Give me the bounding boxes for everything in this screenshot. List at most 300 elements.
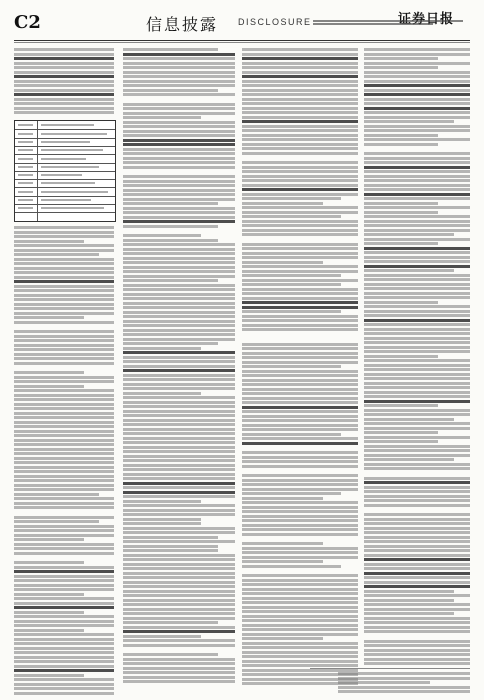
text-line	[242, 488, 358, 491]
text-line	[14, 570, 114, 573]
text-line	[14, 84, 114, 87]
table-cell-text	[41, 207, 104, 209]
text-line	[364, 138, 470, 141]
text-line	[364, 368, 470, 371]
text-line	[123, 234, 201, 237]
text-line	[364, 143, 438, 146]
text-line	[14, 98, 114, 101]
text-line	[123, 495, 235, 498]
text-line	[364, 449, 470, 452]
text-line	[123, 125, 235, 128]
text-line	[123, 243, 235, 246]
text-line	[14, 597, 114, 600]
text-line	[14, 303, 114, 306]
text-line	[14, 357, 114, 360]
table-cell-text	[41, 166, 99, 168]
text-line	[123, 184, 235, 187]
text-line	[123, 351, 235, 354]
text-line	[123, 89, 218, 92]
text-line	[242, 456, 358, 459]
text-line	[364, 184, 470, 187]
text-line	[123, 302, 235, 305]
text-line	[123, 594, 235, 597]
text-line	[242, 62, 358, 65]
text-line	[242, 655, 358, 658]
text-line	[364, 594, 470, 597]
text-line	[364, 256, 470, 259]
text-line	[123, 504, 235, 507]
text-line	[364, 630, 470, 633]
text-line	[364, 71, 470, 74]
text-line	[123, 266, 235, 269]
text-line	[242, 243, 358, 246]
text-line	[364, 157, 470, 160]
text-line	[123, 576, 235, 579]
table-cell-text	[41, 133, 107, 135]
table-row-line	[15, 179, 115, 180]
text-line	[123, 252, 235, 255]
disclosure-table	[14, 120, 116, 222]
text-line	[123, 468, 235, 471]
text-line	[14, 75, 114, 78]
text-line	[242, 170, 358, 173]
text-line	[14, 285, 114, 288]
text-line	[242, 80, 358, 83]
text-line	[123, 257, 235, 260]
text-line	[123, 419, 235, 422]
text-line	[242, 134, 358, 137]
text-line	[364, 193, 470, 196]
text-line	[364, 188, 470, 191]
text-line	[14, 430, 114, 433]
text-line	[14, 416, 114, 419]
text-line	[242, 565, 341, 568]
text-line	[364, 558, 470, 561]
text-line	[242, 247, 358, 250]
text-line	[14, 488, 114, 491]
text-line	[364, 513, 470, 516]
text-line	[123, 378, 235, 381]
text-line	[242, 574, 358, 577]
text-line	[242, 460, 358, 463]
text-line	[242, 606, 358, 609]
text-line	[123, 581, 235, 584]
text-line	[242, 519, 358, 522]
text-line	[14, 316, 84, 319]
text-line	[364, 197, 470, 200]
text-line	[242, 306, 358, 309]
text-line	[242, 143, 358, 146]
text-line	[364, 445, 470, 448]
text-line	[242, 220, 358, 223]
text-line	[364, 536, 470, 539]
text-line	[123, 220, 235, 223]
text-line	[364, 644, 470, 647]
text-line	[364, 355, 438, 358]
text-line	[14, 111, 114, 114]
text-line	[242, 107, 358, 110]
text-line	[123, 202, 218, 205]
text-line	[242, 392, 358, 395]
table-cell-text	[18, 124, 33, 126]
footer-rule	[310, 668, 470, 669]
text-line	[14, 633, 114, 636]
text-line	[14, 362, 114, 365]
text-line	[364, 576, 470, 579]
text-line	[123, 482, 235, 485]
text-line	[364, 57, 438, 60]
text-line	[364, 549, 470, 552]
text-line	[242, 328, 358, 331]
text-line	[242, 588, 358, 591]
text-line	[364, 251, 470, 254]
text-line	[14, 506, 114, 509]
text-line	[364, 84, 470, 87]
text-line	[14, 398, 114, 401]
text-line	[123, 477, 235, 480]
text-line	[364, 215, 470, 218]
text-line	[242, 615, 358, 618]
text-line	[242, 265, 358, 268]
text-line	[14, 615, 114, 618]
text-column-4	[364, 48, 470, 667]
text-line	[14, 289, 114, 292]
text-line	[242, 53, 358, 56]
text-line	[14, 651, 114, 654]
text-line	[242, 433, 341, 436]
text-line	[14, 403, 114, 406]
table-cell-text	[41, 158, 86, 160]
text-line	[123, 432, 235, 435]
text-line	[242, 89, 358, 92]
text-line	[14, 606, 114, 609]
text-line	[14, 584, 114, 587]
text-line	[123, 193, 235, 196]
text-line	[123, 459, 235, 462]
text-line	[123, 540, 235, 543]
text-line	[123, 112, 235, 115]
text-line	[242, 193, 358, 196]
text-line	[14, 371, 84, 374]
text-line	[242, 547, 358, 550]
text-line	[14, 516, 114, 519]
text-line	[242, 465, 358, 468]
text-line	[14, 602, 114, 605]
text-line	[123, 509, 235, 512]
text-line	[364, 220, 470, 223]
text-line	[123, 455, 235, 458]
text-line	[364, 269, 454, 272]
text-line	[123, 437, 235, 440]
table-row-line	[15, 146, 115, 147]
text-line	[242, 374, 358, 377]
text-line	[123, 590, 235, 593]
text-line	[123, 414, 235, 417]
text-line	[123, 554, 235, 557]
text-line	[123, 148, 235, 151]
text-line	[242, 401, 358, 404]
text-line	[364, 418, 454, 421]
edition-meta-block	[313, 20, 463, 27]
header-rule	[14, 40, 470, 41]
text-line	[14, 457, 114, 460]
text-line	[364, 120, 454, 123]
text-line	[364, 531, 470, 534]
text-line	[123, 639, 235, 642]
text-line	[364, 48, 470, 51]
text-line	[14, 407, 114, 410]
table-row-line	[15, 212, 115, 213]
text-line	[364, 431, 438, 434]
text-line	[364, 233, 454, 236]
text-line	[242, 98, 358, 101]
text-line	[123, 392, 201, 395]
text-line	[123, 446, 235, 449]
text-line	[364, 319, 470, 322]
text-line	[364, 296, 470, 299]
text-line	[14, 452, 114, 455]
text-line	[242, 102, 358, 105]
text-line	[14, 389, 114, 392]
table-cell-text	[18, 141, 33, 143]
table-row-line	[15, 138, 115, 139]
text-line	[14, 48, 114, 51]
text-line	[123, 518, 201, 521]
text-line	[14, 434, 114, 437]
text-line	[242, 415, 358, 418]
text-line	[242, 347, 358, 350]
section-title: 信息披露	[146, 15, 219, 34]
text-line	[123, 441, 235, 444]
text-line	[364, 80, 470, 83]
text-line	[123, 62, 235, 65]
text-line	[242, 147, 358, 150]
table-cell-text	[18, 191, 33, 193]
text-line	[123, 549, 218, 552]
text-line	[242, 592, 358, 595]
text-line	[364, 301, 438, 304]
text-line	[364, 413, 470, 416]
text-line	[364, 166, 470, 169]
text-line	[242, 451, 358, 454]
text-line	[123, 57, 235, 60]
text-line	[242, 111, 358, 114]
text-line	[123, 630, 235, 633]
text-line	[364, 662, 470, 665]
text-line	[364, 499, 470, 502]
text-line	[123, 107, 235, 110]
text-line	[364, 400, 470, 403]
text-line	[364, 75, 470, 78]
text-line	[14, 497, 114, 500]
text-line	[364, 107, 470, 110]
text-line	[364, 617, 470, 620]
text-line	[364, 98, 470, 101]
text-line	[364, 612, 454, 615]
text-line	[242, 324, 358, 327]
text-line	[14, 579, 114, 582]
text-line	[242, 292, 358, 295]
text-line	[123, 180, 235, 183]
text-line	[123, 139, 235, 142]
text-line	[242, 497, 323, 500]
text-line	[242, 188, 358, 191]
text-line	[242, 256, 358, 259]
text-line	[123, 93, 235, 96]
text-line	[123, 599, 235, 602]
table-row-line	[15, 171, 115, 172]
text-line	[364, 332, 470, 335]
text-line	[123, 635, 201, 638]
text-line	[242, 319, 358, 322]
text-line	[14, 575, 114, 578]
text-line	[123, 360, 235, 363]
text-line	[123, 121, 235, 124]
text-line	[123, 161, 235, 164]
text-line	[123, 500, 201, 503]
text-line	[242, 361, 358, 364]
text-line	[14, 262, 114, 265]
table-cell-text	[41, 174, 82, 176]
text-line	[364, 653, 470, 656]
text-column-1-lower	[14, 226, 114, 696]
text-line	[14, 538, 84, 541]
text-line	[364, 467, 470, 470]
text-line	[14, 89, 114, 92]
text-line	[364, 427, 470, 430]
text-line	[123, 216, 235, 219]
text-line	[14, 376, 114, 379]
text-line	[14, 244, 114, 247]
text-line	[123, 473, 235, 476]
text-line	[364, 563, 470, 566]
text-line	[364, 640, 470, 643]
text-line	[123, 676, 235, 679]
text-line	[14, 647, 114, 650]
text-line	[242, 551, 358, 554]
text-line	[364, 283, 470, 286]
text-line	[14, 71, 114, 74]
text-line	[123, 356, 235, 359]
text-line	[242, 651, 358, 654]
text-line	[14, 529, 114, 532]
text-line	[14, 566, 114, 569]
text-line	[364, 504, 470, 507]
text-line	[242, 419, 358, 422]
text-line	[242, 202, 323, 205]
text-line	[242, 437, 358, 440]
text-line	[364, 395, 470, 398]
text-line	[123, 53, 235, 56]
text-line	[242, 601, 358, 604]
text-line	[242, 524, 358, 527]
text-line	[123, 522, 201, 525]
text-line	[123, 80, 235, 83]
text-line	[364, 527, 470, 530]
text-line	[242, 93, 358, 96]
text-line	[123, 626, 235, 629]
text-line	[242, 270, 358, 273]
text-line	[14, 62, 114, 65]
text-line	[364, 386, 470, 389]
text-line	[14, 66, 114, 69]
text-line	[242, 179, 358, 182]
text-line	[123, 103, 235, 106]
table-cell-text	[41, 124, 94, 126]
text-line	[364, 170, 470, 173]
text-line	[242, 610, 358, 613]
text-line	[242, 138, 358, 141]
text-line	[123, 288, 235, 291]
text-line	[123, 166, 235, 169]
page-header	[0, 0, 484, 44]
table-row-line	[15, 196, 115, 197]
text-line	[364, 377, 470, 380]
text-line	[123, 261, 235, 264]
table-cell-text	[18, 174, 33, 176]
text-line	[14, 656, 114, 659]
text-line	[242, 57, 358, 60]
text-line	[364, 314, 470, 317]
text-line	[242, 533, 358, 536]
text-line	[14, 620, 114, 623]
text-line	[123, 320, 235, 323]
text-line	[242, 152, 358, 155]
text-line	[14, 339, 114, 342]
text-line	[123, 608, 235, 611]
text-line	[123, 189, 235, 192]
text-line	[14, 330, 114, 333]
text-line	[242, 84, 358, 87]
text-line	[14, 683, 114, 686]
text-line	[364, 238, 470, 241]
text-line	[14, 249, 114, 252]
text-line	[364, 599, 454, 602]
text-line	[14, 267, 114, 270]
text-line	[123, 658, 235, 661]
text-line	[123, 338, 235, 341]
text-line	[364, 53, 470, 56]
table-row-line	[15, 204, 115, 205]
text-line	[338, 686, 470, 689]
text-line	[242, 479, 358, 482]
text-line	[364, 229, 470, 232]
text-line	[242, 642, 358, 645]
footer-signature-block	[338, 672, 470, 695]
text-line	[242, 184, 358, 187]
text-line	[123, 198, 235, 201]
text-line	[14, 493, 99, 496]
text-line	[123, 513, 235, 516]
table-cell-text	[41, 199, 91, 201]
text-line	[364, 111, 470, 114]
text-line	[123, 270, 235, 273]
text-line	[364, 540, 470, 543]
text-line	[123, 405, 235, 408]
text-line	[14, 321, 114, 324]
text-line	[242, 388, 358, 391]
table-cell-text	[41, 149, 103, 151]
text-line	[123, 585, 235, 588]
text-line	[364, 89, 470, 92]
text-line	[14, 629, 84, 632]
text-line	[14, 240, 84, 243]
table-cell-text	[41, 182, 95, 184]
text-line	[242, 474, 358, 477]
text-line	[364, 608, 470, 611]
text-line	[242, 233, 358, 236]
text-line	[123, 225, 218, 228]
